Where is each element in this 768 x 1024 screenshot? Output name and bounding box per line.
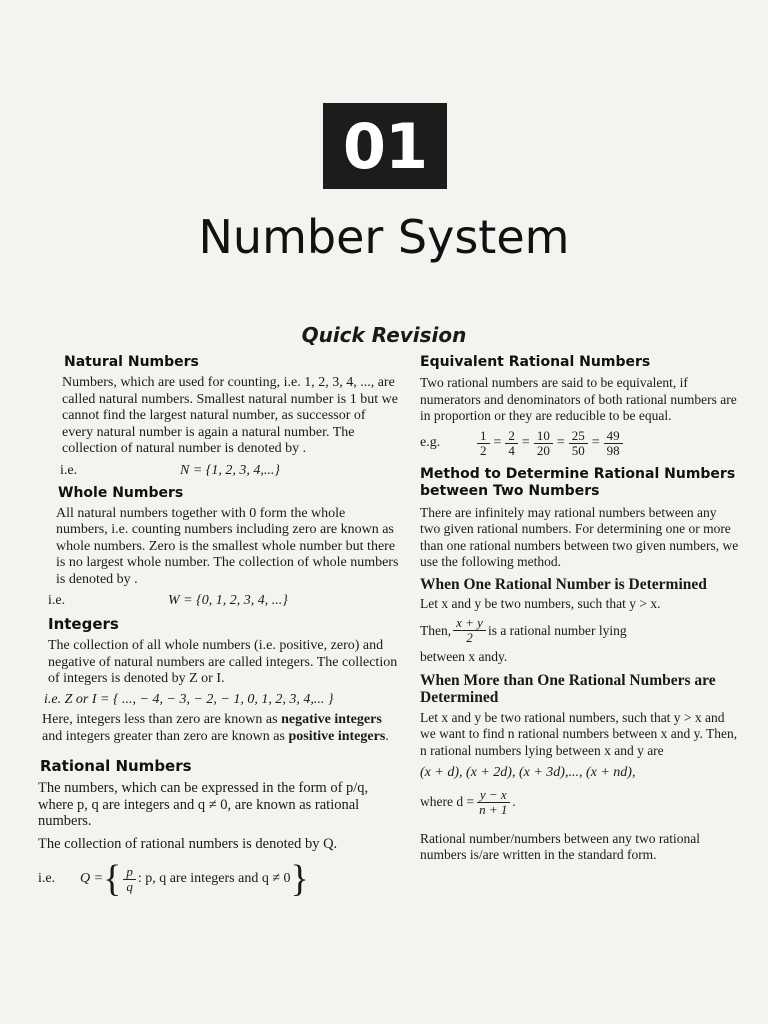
fraction bbox=[604, 429, 623, 458]
denominator: 50 bbox=[571, 442, 585, 458]
where-label: where d = bbox=[420, 794, 475, 809]
then-label: Then, bbox=[420, 622, 452, 638]
eg-label: e.g. bbox=[420, 435, 441, 450]
rational-set bbox=[38, 860, 400, 898]
equals-sign: = bbox=[591, 435, 600, 450]
chapter-title: Number System bbox=[198, 210, 570, 264]
set-n: N = {1, 2, 3, 4,...} bbox=[180, 462, 280, 478]
fraction bbox=[569, 429, 588, 458]
rational-condition: : p, q are integers and q ≠ 0 bbox=[137, 871, 291, 886]
denominator: 20 bbox=[536, 442, 550, 458]
equals-sign: = bbox=[556, 435, 565, 450]
integers-text: The collection of all whole numbers (i.e. positive, zero) and negative of natural numbers are called integers. The collection of integers is denoted by Z or I. bbox=[48, 638, 398, 686]
brace-close: } bbox=[290, 858, 309, 900]
d-fraction: $\frac{y - x}{n + 1}$ bbox=[476, 788, 510, 817]
method-heading: Method to Determine Rational Numbers between Two Numbers bbox=[420, 465, 736, 499]
section-title: Quick Revision bbox=[301, 323, 467, 347]
integers-text-2: Here, integers less than zero are known as negative integers and integers greater than zero are known as positive integers. bbox=[42, 712, 389, 744]
equivalent-rational-heading: Equivalent Rational Numbers bbox=[420, 354, 651, 370]
equals-sign: = bbox=[493, 435, 502, 450]
more-rational-series: (x + d), (x + 2d), (x + 3d),..., (x + nd), bbox=[420, 765, 636, 780]
set-w: W = {0, 1, 2, 3, 4, ...} bbox=[168, 593, 288, 608]
ie-label: i.e. bbox=[60, 462, 78, 478]
p-over-q: $\frac{p}{q}$ bbox=[123, 865, 136, 894]
numerator: 25 bbox=[569, 429, 588, 444]
denominator: 2 bbox=[480, 442, 487, 458]
natural-numbers-set bbox=[60, 463, 400, 479]
equals-sign: = bbox=[521, 435, 530, 450]
ie-label: i.e. bbox=[48, 593, 66, 608]
left-column bbox=[38, 348, 400, 898]
fraction bbox=[477, 429, 490, 458]
one-rational-heading: When One Rational Number is Determined bbox=[420, 575, 707, 593]
fraction bbox=[505, 429, 518, 458]
ie-label: i.e. bbox=[38, 871, 56, 886]
standard-form-text: Rational number/numbers between any two rational numbers is/are written in the standard form. bbox=[420, 830, 701, 862]
fraction bbox=[534, 429, 553, 458]
more-rational-heading: When More than One Rational Numbers are Determined bbox=[420, 671, 716, 706]
rational-numbers-text-2: The collection of rational numbers is denoted by Q. bbox=[38, 835, 338, 852]
denominator: 4 bbox=[508, 442, 515, 458]
one-rational-after: is a rational number lying bbox=[487, 622, 627, 638]
equivalent-rational-text: Two rational numbers are said to be equivalent, if numerators and denominators of both rational numbers are in proportion or they are reducible to be equal. bbox=[420, 375, 737, 423]
more-rational-text: Let x and y be two rational numbers, such that y > x and we want to find n rational numbers between x and y. Then, n rational numbers lying between x and y are bbox=[420, 709, 738, 758]
numerator: 49 bbox=[604, 429, 623, 444]
numerator: 1 bbox=[477, 429, 490, 444]
natural-numbers-text: Numbers, which are used for counting, i.e. 1, 2, 3, 4, ..., are called natural numbers. Smallest natural number is 1 but we cannot find the largest natural number, as successor of every natural number is again a natural number. The collection of natural number is denoted by . bbox=[62, 375, 398, 456]
midpoint-fraction: $\frac{x + y}{2}$ bbox=[453, 616, 486, 645]
rational-numbers-text: The numbers, which can be expressed in the form of p/q, where p, q are integers and q ≠ 0, are known as rational numbers. bbox=[38, 780, 369, 829]
right-column bbox=[420, 348, 740, 864]
whole-numbers-heading: Whole Numbers bbox=[58, 484, 184, 501]
natural-numbers-heading: Natural Numbers bbox=[64, 354, 199, 370]
rational-numbers-heading: Rational Numbers bbox=[40, 757, 192, 775]
integers-set: i.e. Z or I = { ..., − 4, − 3, − 2, − 1, 0, 1, 2, 3, 4,... } bbox=[44, 691, 334, 707]
whole-numbers-set bbox=[48, 593, 400, 609]
integers-heading: Integers bbox=[48, 615, 119, 633]
chapter-number-badge: 01 bbox=[323, 103, 447, 189]
brace-open: { bbox=[103, 858, 122, 900]
whole-numbers-text: All natural numbers together with 0 form the whole numbers, i.e. counting numbers including zero are known as whole numbers. Zero is the smallest whole number but there is no largest whole number. The collection of whole numbers is denoted by . bbox=[56, 505, 399, 587]
one-rational-text: Let x and y be two numbers, such that y > x. bbox=[420, 595, 661, 611]
dot: . bbox=[512, 794, 516, 809]
equivalent-fractions-example bbox=[420, 429, 740, 458]
numerator: 10 bbox=[534, 429, 553, 444]
one-rational-text-2: between x andy. bbox=[420, 649, 508, 664]
d-formula bbox=[420, 788, 740, 817]
denominator: 98 bbox=[606, 442, 620, 458]
method-text: There are infinitely may rational numbers between any two given rational numbers. For determining one or more than one rational numbers between two given numbers, we use the following method. bbox=[420, 504, 739, 569]
numerator: 2 bbox=[505, 429, 518, 444]
one-rational-formula bbox=[420, 616, 740, 645]
q-equals: Q = bbox=[80, 871, 104, 886]
